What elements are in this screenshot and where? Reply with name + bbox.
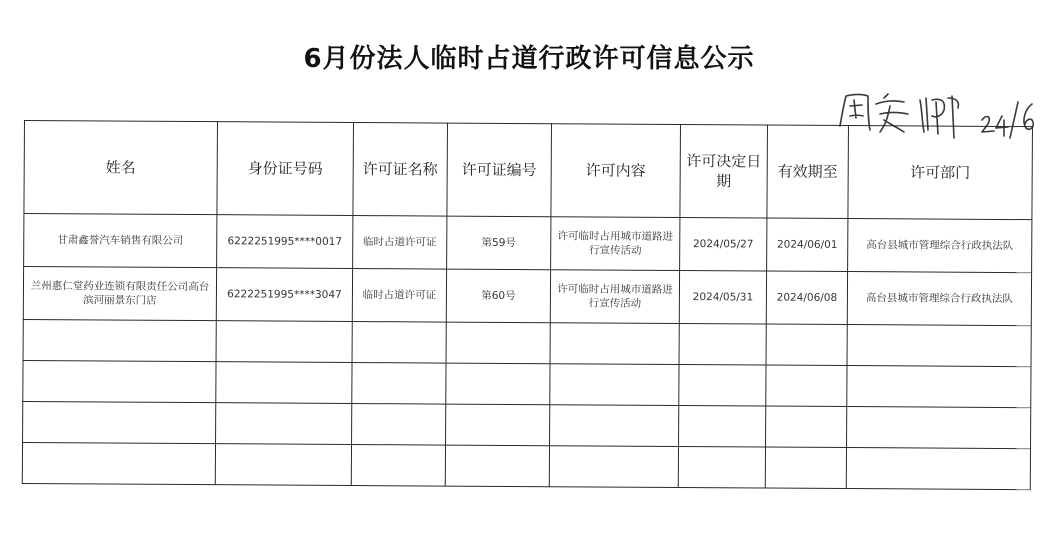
empty-cell (352, 363, 446, 405)
table-row (23, 267, 1031, 326)
empty-cell (678, 447, 765, 489)
empty-cell (23, 319, 216, 361)
empty-cell (679, 365, 766, 407)
cell-decision-date: 2024/05/27 (680, 218, 767, 272)
cell-license-no: 第60号 (446, 269, 550, 323)
empty-cell (766, 406, 847, 447)
cell-valid-until: 2024/06/01 (767, 218, 848, 271)
empty-cell (23, 360, 216, 402)
cell-license-name: 临时占道许可证 (353, 216, 447, 270)
empty-cell (23, 401, 216, 443)
empty-row (23, 401, 1031, 448)
header-id-number: 身份证号码 (217, 122, 354, 216)
empty-cell (766, 324, 847, 365)
cell-name: 甘肃鑫誉汽车销售有限公司 (24, 214, 217, 268)
empty-cell (550, 364, 679, 406)
cell-valid-until: 2024/06/08 (766, 271, 847, 324)
empty-cell (446, 322, 550, 364)
header-name: 姓名 (24, 121, 218, 215)
header-license-name: 许可证名称 (353, 123, 448, 217)
cell-license-no: 第59号 (447, 216, 551, 270)
permit-info-table (22, 120, 1033, 490)
empty-cell (215, 444, 351, 486)
empty-cell (351, 445, 445, 487)
cell-department: 高台县城市管理综合行政执法队 (847, 272, 1031, 326)
empty-row (22, 442, 1030, 489)
empty-cell (549, 446, 678, 488)
empty-cell (352, 404, 446, 446)
cell-license-name: 临时占道许可证 (352, 269, 446, 323)
cell-content: 许可临时占用城市道路进行宣传活动 (551, 217, 680, 271)
empty-cell (216, 321, 352, 363)
empty-cell (846, 448, 1030, 490)
cell-department: 高台县城市管理综合行政执法队 (848, 219, 1032, 273)
empty-cell (550, 323, 679, 365)
header-license-no: 许可证编号 (447, 123, 552, 217)
empty-cell (216, 403, 352, 445)
table-row (24, 214, 1032, 273)
header-content: 许可内容 (551, 124, 681, 218)
cell-content: 许可临时占用城市道路进行宣传活动 (550, 270, 679, 324)
header-valid-until: 有效期至 (767, 125, 849, 218)
empty-cell (216, 362, 352, 404)
empty-cell (446, 404, 550, 446)
empty-cell (847, 407, 1031, 449)
empty-cell (679, 406, 766, 448)
cell-name: 兰州惠仁堂药业连锁有限责任公司高台滨河丽景东门店 (23, 267, 216, 321)
empty-row (23, 319, 1031, 366)
header-department: 许可部门 (848, 126, 1033, 220)
empty-cell (352, 322, 446, 364)
empty-cell (445, 445, 549, 487)
empty-cell (446, 363, 550, 405)
empty-cell (679, 324, 766, 366)
page-title: 6月份法人临时占道行政许可信息公示 (303, 44, 755, 74)
header-decision-date: 许可决定日期 (680, 125, 768, 219)
empty-cell (550, 405, 679, 447)
cell-id-number: 6222251995****0017 (217, 215, 353, 269)
table-header-row (24, 121, 1033, 220)
empty-cell (847, 366, 1031, 408)
empty-cell (847, 325, 1031, 367)
empty-cell (765, 447, 846, 488)
empty-cell (766, 365, 847, 406)
empty-row (23, 360, 1031, 407)
cell-id-number: 6222251995****3047 (216, 268, 352, 322)
empty-cell (22, 442, 215, 484)
cell-decision-date: 2024/05/31 (679, 271, 766, 325)
